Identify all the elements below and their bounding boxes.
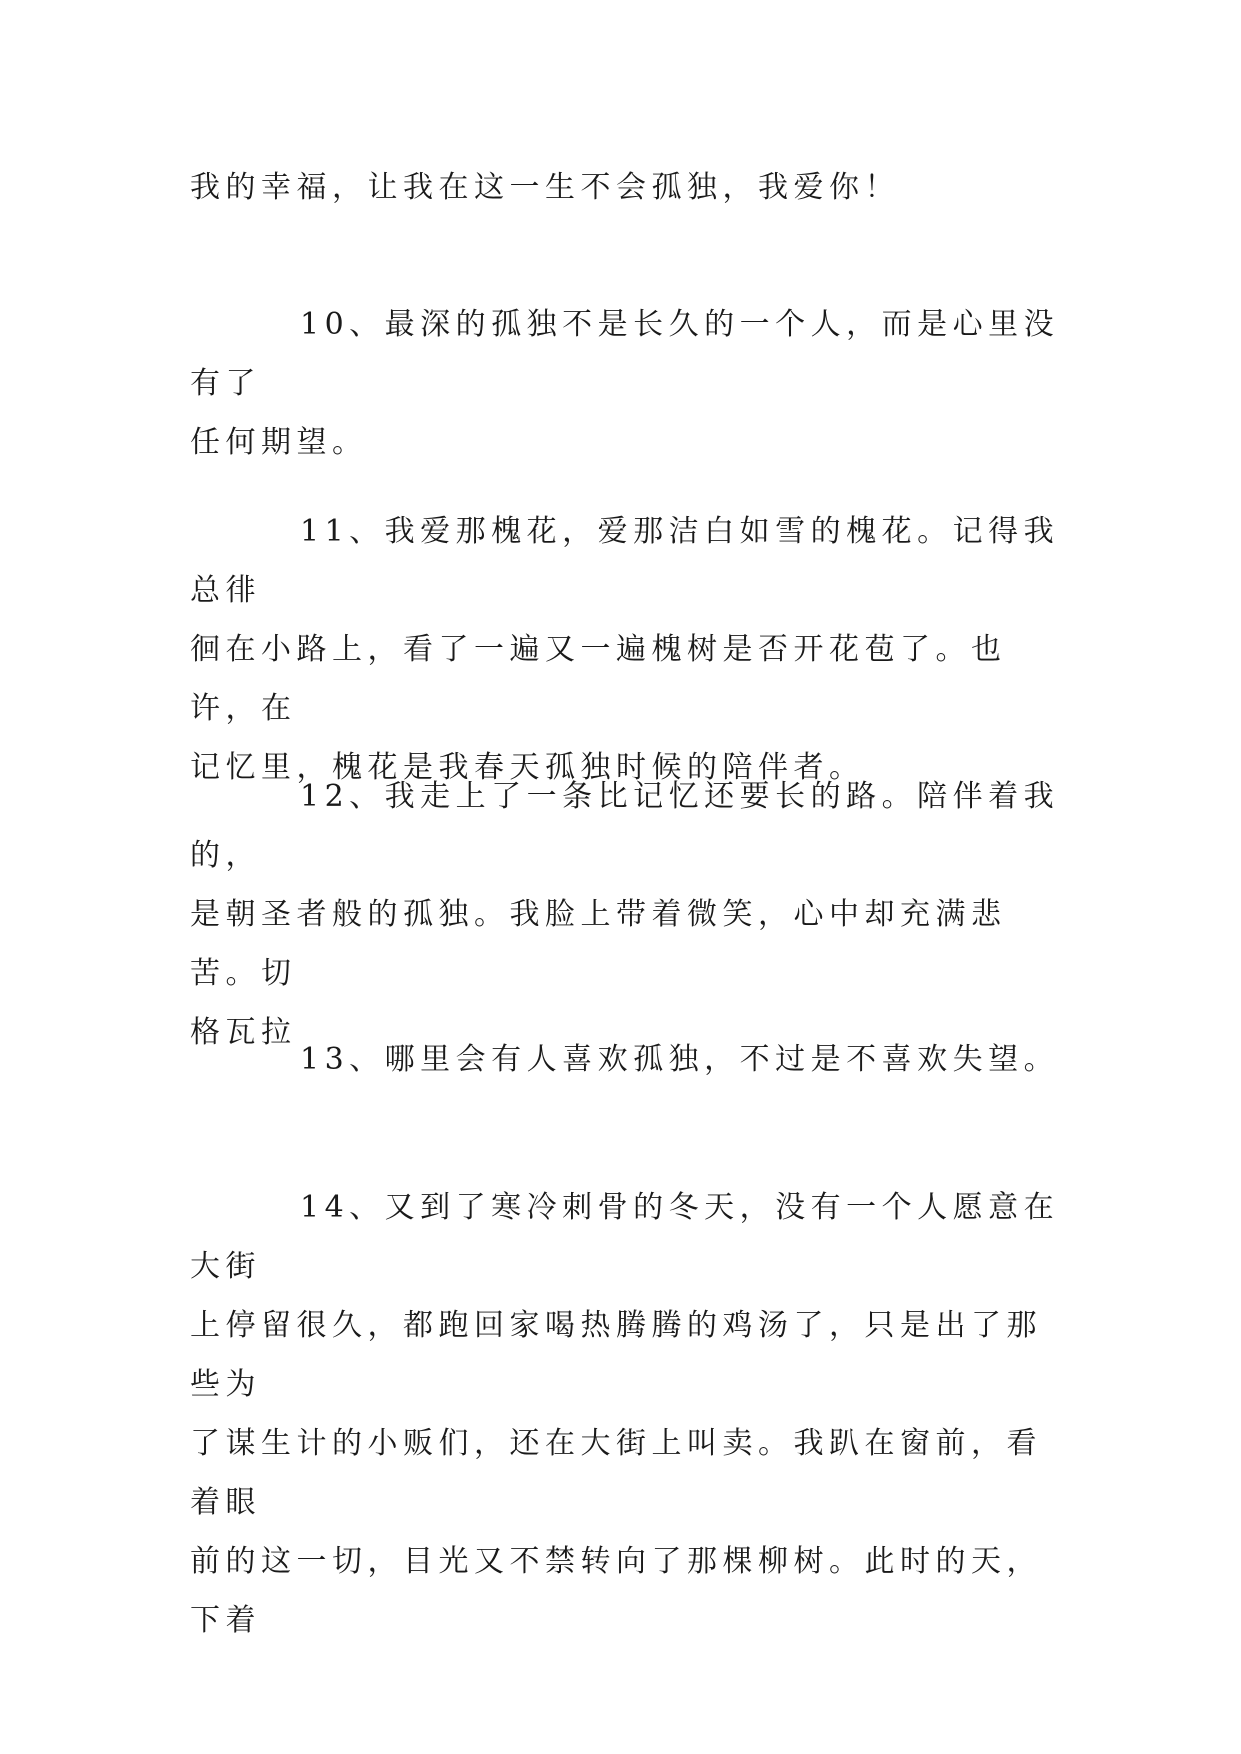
paragraph-13: 13、哪里会有人喜欢孤独，不过是不喜欢失望。 xyxy=(300,1042,1060,1077)
paragraph-12: 12、我走上了一条比记忆还要长的路。陪伴着我的， 是朝圣者般的孤独。我脸上带着微笑，心中却充满悲苦。切 格瓦拉 xyxy=(190,779,1060,1050)
paragraph-11: 11、我爱那槐花，爱那洁白如雪的槐花。记得我总徘 徊在小路上，看了一遍又一遍槐树是否开花苞了。也许，在 记忆里，槐花是我春天孤独时候的陪伴者。 xyxy=(190,514,1060,785)
paragraph-14: 14、又到了寒冷刺骨的冬天，没有一个人愿意在大街 上停留很久，都跑回家喝热腾腾的鸡汤了，只是出了那些为 了谋生计的小贩们，还在大街上叫卖。我趴在窗前，看着眼 前的这一切，目光又不禁转向了那棵柳树。此时的天，下着 xyxy=(190,1190,1060,1638)
paragraph-10: 10、最深的孤独不是长久的一个人，而是心里没有了 任何期望。 xyxy=(190,307,1060,460)
paragraph-continuation: 我的幸福，让我在这一生不会孤独，我爱你！ xyxy=(190,170,900,205)
